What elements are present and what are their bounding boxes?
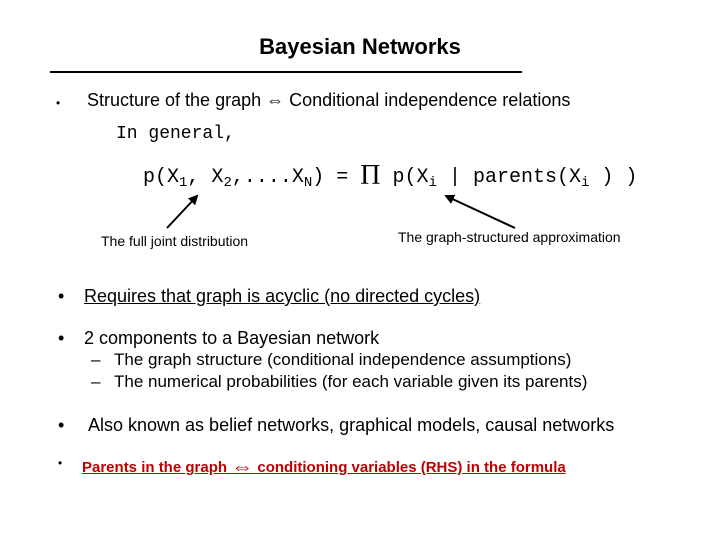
formula-lhs-prefix: p(X — [143, 166, 180, 189]
product-symbol: Π — [360, 160, 381, 191]
formula-sub-i2: i — [581, 175, 590, 191]
bullet-marker: • — [56, 96, 61, 110]
formula-sub-2: 2 — [223, 175, 232, 191]
bullet-marker: • — [58, 328, 65, 348]
formula-rhs-end: ) ) — [589, 166, 638, 189]
components-heading: 2 components to a Bayesian network — [84, 328, 380, 348]
bullet-marker: • — [58, 456, 63, 470]
sub-dash: – — [91, 372, 101, 391]
in-general-text: In general, — [116, 124, 235, 144]
double-arrow-icon: ⇔ — [231, 454, 254, 479]
structure-text: Structure of the graph — [87, 90, 262, 110]
graph-structure-item: The graph structure (conditional independence assumptions) — [114, 350, 572, 369]
label-graph-approx: The graph-structured approximation — [398, 229, 621, 245]
formula-sub-i: i — [428, 175, 437, 191]
parents-line — [82, 454, 566, 480]
formula-rhs-prefix: p(X — [392, 166, 429, 189]
bullet-marker: • — [58, 286, 65, 306]
conditioning-text: conditioning variables (RHS) in the formula — [257, 459, 566, 476]
numerical-prob-item: The numerical probabilities (for each variable given its parents) — [114, 372, 588, 391]
right-arrow — [446, 196, 515, 228]
formula-sub-n: N — [303, 175, 313, 191]
formula-rhs-mid: | parents(X — [436, 166, 581, 189]
formula-lhs-mid2: ,....X — [231, 166, 304, 189]
formula-sub-1: 1 — [179, 175, 188, 191]
sub-dash: – — [91, 350, 101, 369]
double-arrow-icon: ⇔ — [266, 90, 285, 110]
left-arrow — [167, 196, 197, 228]
parents-text: Parents in the graph — [82, 459, 228, 476]
acyclic-requirement: Requires that graph is acyclic (no directed cycles) — [84, 286, 481, 306]
formula-equals: ) = — [312, 166, 349, 189]
bullet-marker: • — [58, 415, 65, 435]
slide-title: Bayesian Networks — [259, 34, 461, 59]
formula-lhs-mid1: , X — [187, 166, 224, 189]
label-full-joint: The full joint distribution — [101, 233, 249, 249]
also-known-as: Also known as belief networks, graphical models, causal networks — [88, 415, 615, 435]
relations-text: Conditional independence relations — [289, 90, 571, 110]
